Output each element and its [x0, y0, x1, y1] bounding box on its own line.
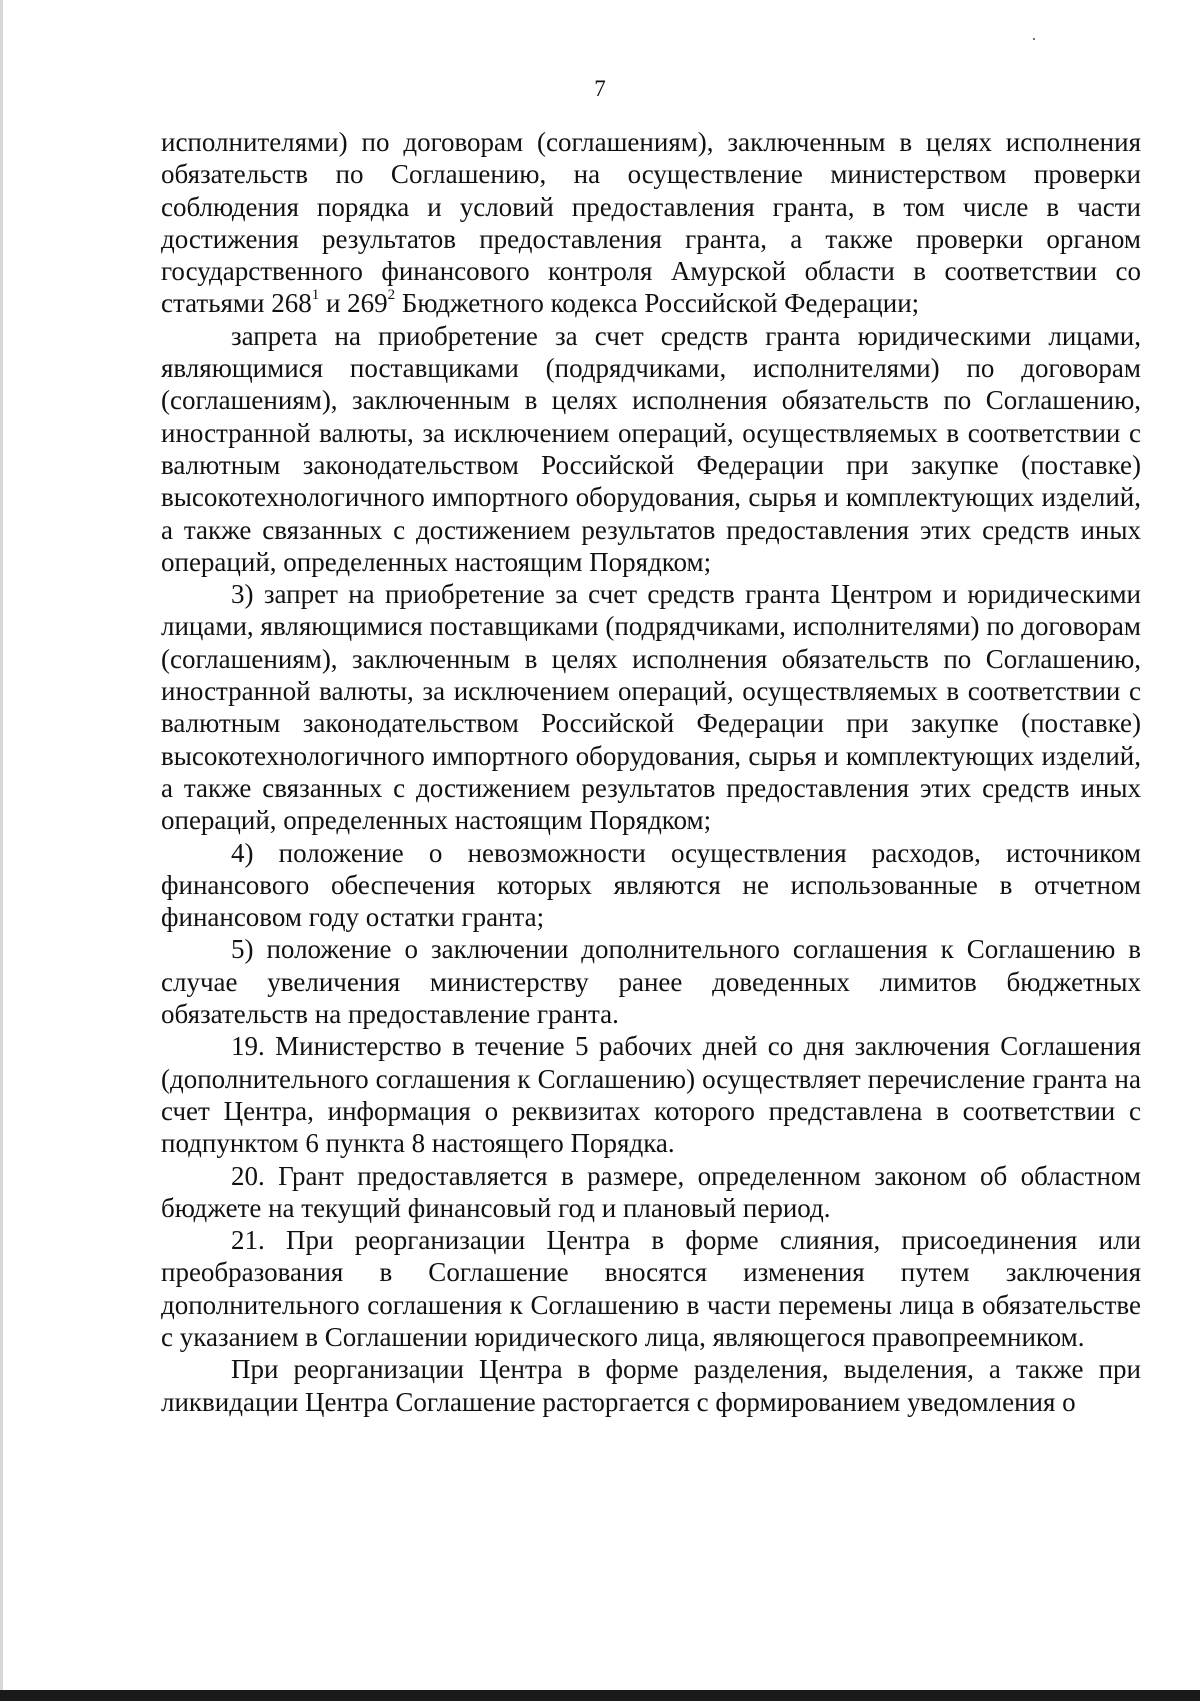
paragraph-reorganization-termination: При реорганизации Центра в форме разделения, выделения, а также при ликвидации Центра Соглашение расторгается с формированием уведомления о — [161, 1354, 1141, 1417]
paragraph-clause-19: 19. Министерство в течение 5 рабочих дней со дня заключения Соглашения (дополнительного соглашения к Соглашению) осуществляет перечисление гранта на счет Центра, информация о реквизитах которого представлена в соответствии с подпунктом 6 пункта 8 настоящего Порядка. — [161, 1031, 1141, 1159]
paragraph-item-5: 5) положение о заключении дополнительного соглашения к Соглашению в случае увеличения министерству ранее доведенных лимитов бюджетных обязательств на предоставление гранта. — [161, 934, 1141, 1030]
paragraph-continuation — [161, 126, 1141, 320]
paragraph-clause-20: 20. Грант предоставляется в размере, определенном законом об областном бюджете на текущий финансовый год и плановый период. — [161, 1160, 1141, 1223]
paragraph-item-3: 3) запрет на приобретение за счет средств гранта Центром и юридическими лицами, являющимися поставщиками (подрядчиками, исполнителями) по договорам (соглашениям), заключенным в целях исполнения обязательств по Соглашению, иностранной валюты, за исключением операций, осуществляемых в соответствии с валютным законодательством Российской Федерации при закупке (поставке) высокотехнологичного импортного оборудования, сырья и комплектующих изделий, а также связанных с достижением результатов предоставления этих средств иных операций, определенных настоящим Порядком; — [161, 579, 1141, 836]
paragraph-clause-21: 21. При реорганизации Центра в форме слияния, присоединения или преобразования в Соглашение вносятся изменения путем заключения дополнительного соглашения к Соглашению в части перемены лица в обязательстве с указанием в Соглашении юридического лица, являющегося правопреемником. — [161, 1225, 1141, 1352]
paragraph-text: исполнителями) по договорам (соглашениям), заключенным в целях исполнения обязательств по Соглашению, на осуществление министерством проверки соблюдения порядка и условий предоставления гранта, в том числе в части достижения результатов предоставления гранта, а также проверки органом государственного финансового контроля Амурской области в соответствии со статьями 268 — [161, 127, 1141, 319]
scan-speck — [1033, 38, 1035, 40]
scan-bottom-edge — [0, 1690, 1200, 1701]
paragraph-text: и 269 — [319, 288, 388, 319]
superscript-article-number: 1 — [311, 287, 320, 304]
paragraph-text: Бюджетного кодекса Российской Федерации; — [395, 288, 920, 319]
scan-left-edge — [0, 0, 3, 1701]
document-body — [161, 126, 1141, 1418]
page-number: 7 — [594, 76, 606, 101]
superscript-article-number: 2 — [387, 287, 396, 304]
paragraph-currency-ban-suppliers: запрета на приобретение за счет средств гранта юридическими лицами, являющимися поставщиками (подрядчиками, исполнителями) по договорам (соглашениям), заключенным в целях исполнения обязательств по Соглашению, иностранной валюты, за исключением операций, осуществляемых в соответствии с валютным законодательством Российской Федерации при закупке (поставке) высокотехнологичного импортного оборудования, сырья и комплектующих изделий, а также связанных с достижением результатов предоставления этих средств иных операций, определенных настоящим Порядком; — [161, 320, 1141, 577]
paragraph-item-4: 4) положение о невозможности осуществления расходов, источником финансового обеспечения которых являются не использованные в отчетном финансовом году остатки гранта; — [161, 837, 1141, 933]
